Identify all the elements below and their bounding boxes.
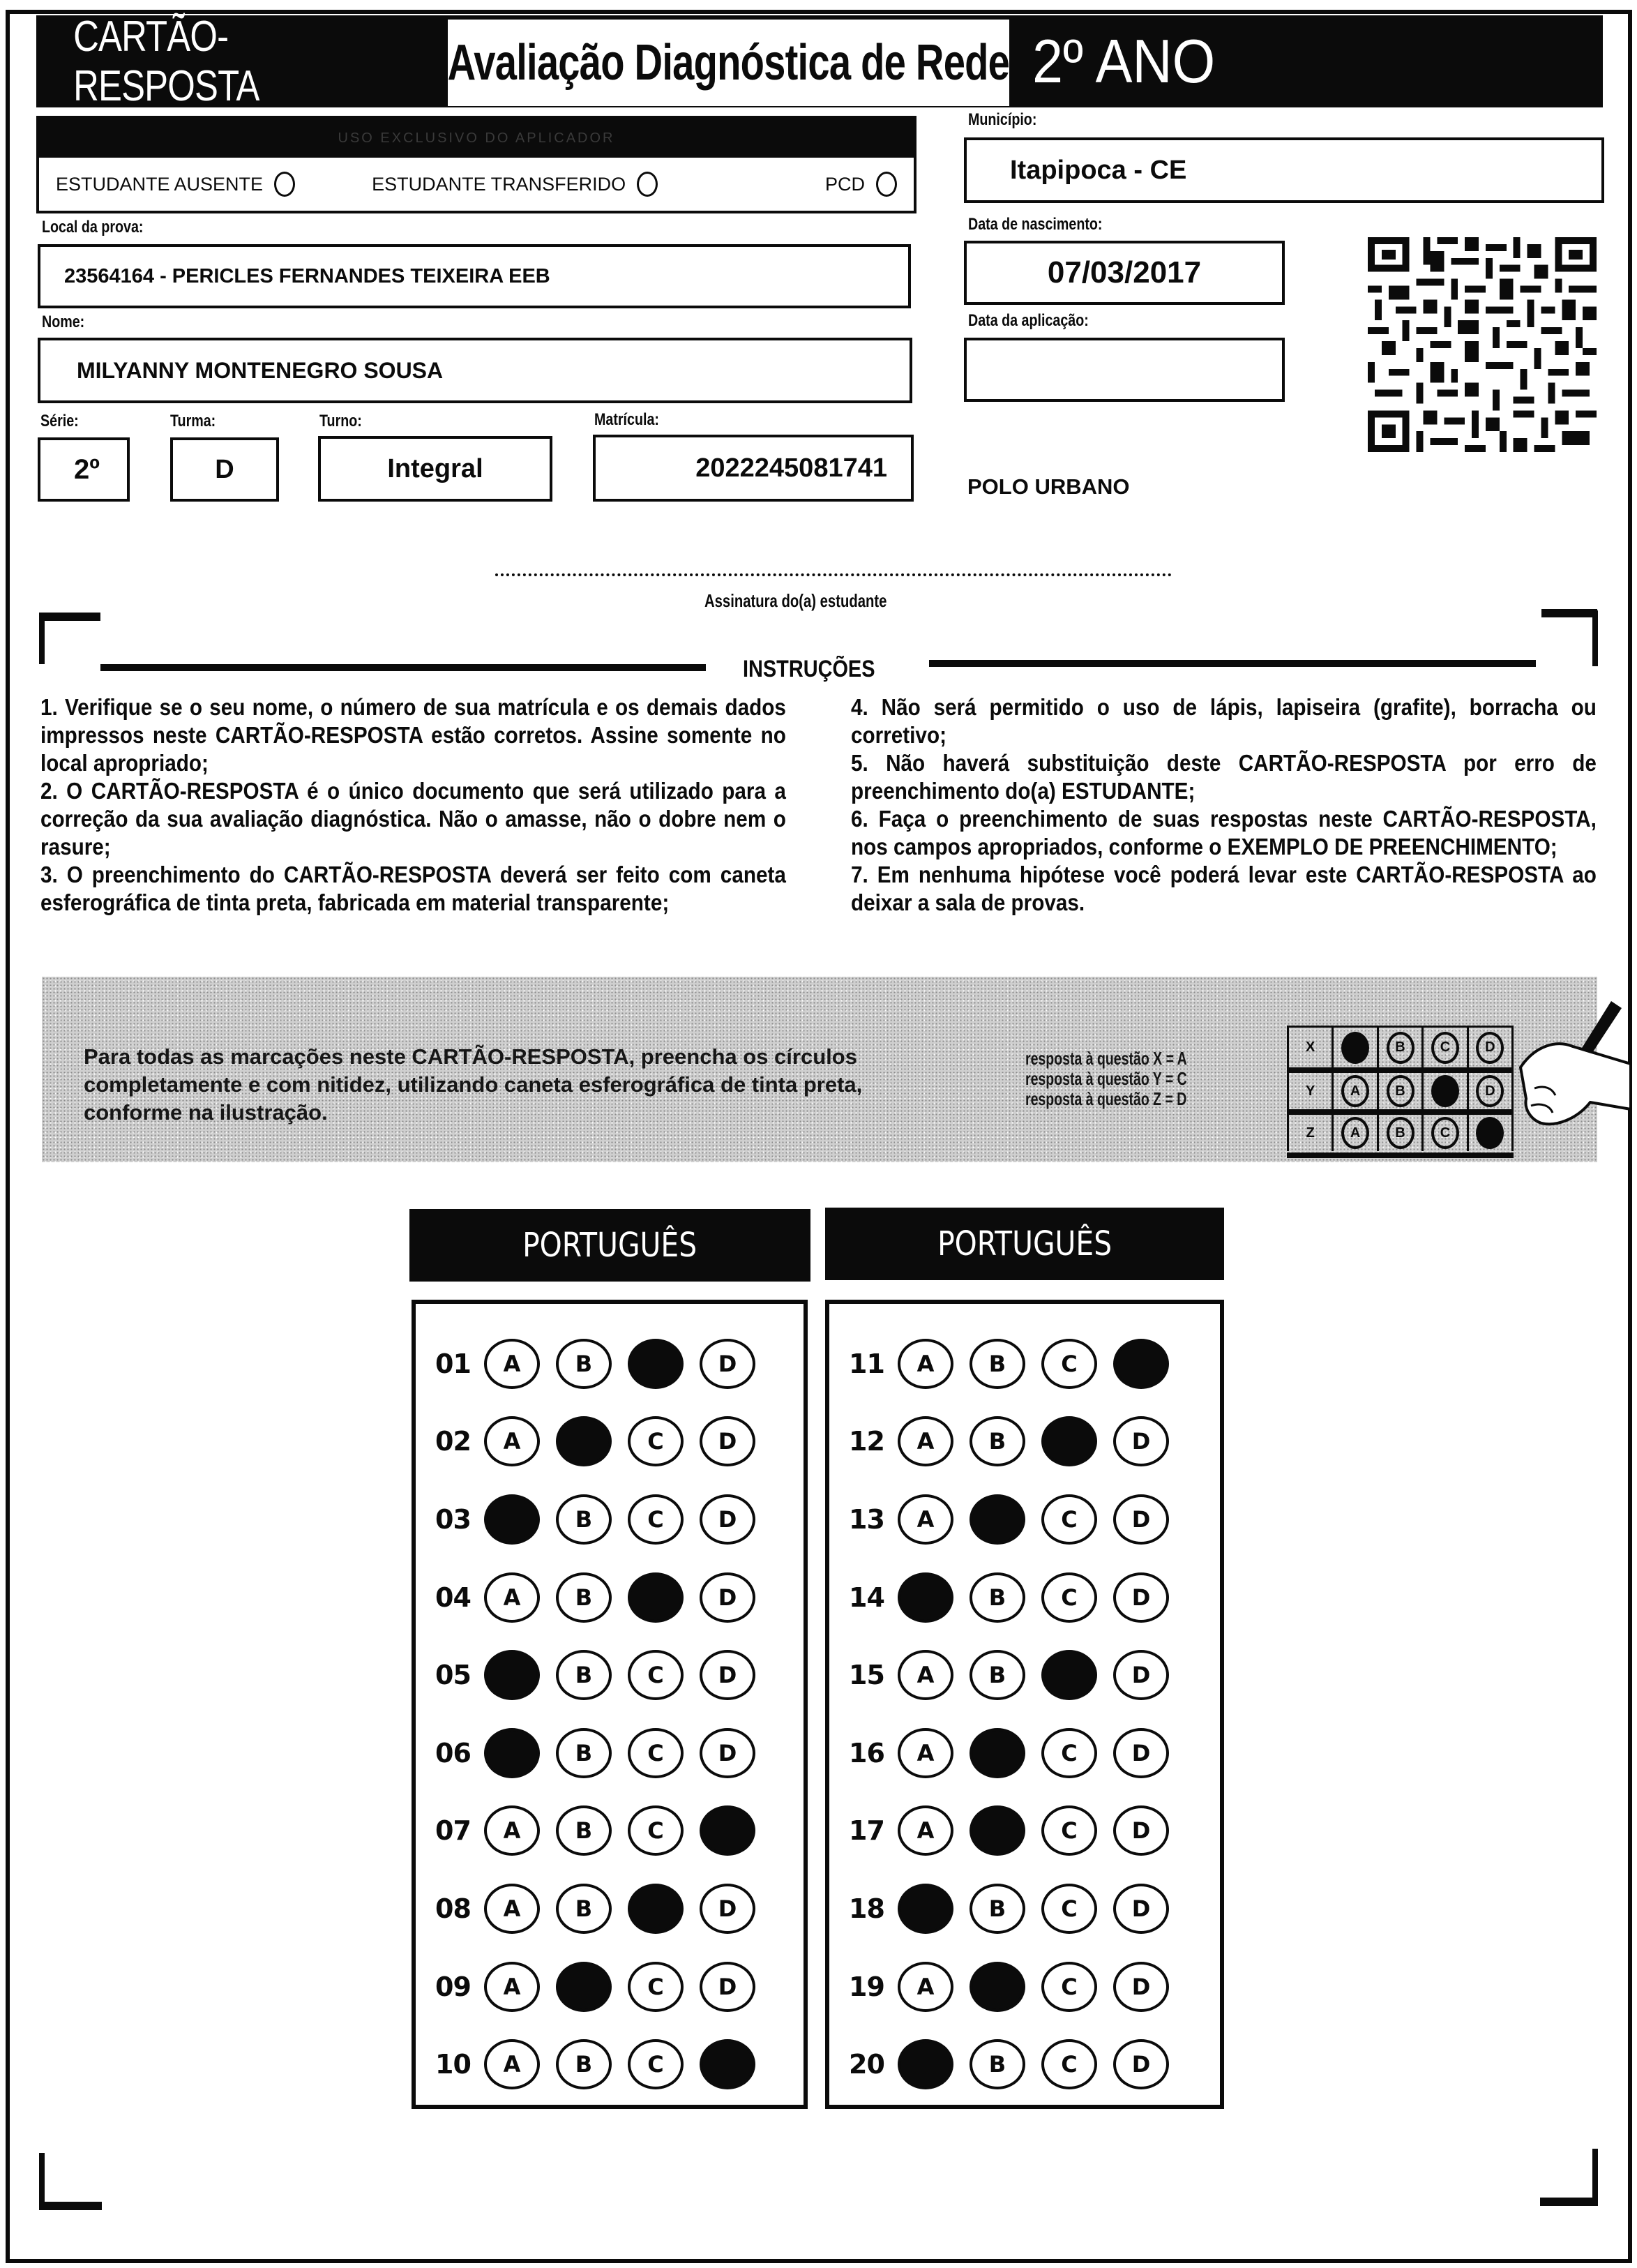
answer-bubble[interactable]: A	[484, 1884, 540, 1934]
birthdate-label: Data de nascimento:	[968, 215, 1103, 234]
answer-bubble[interactable]: C	[628, 1728, 684, 1778]
answer-bubble[interactable]: A	[898, 1805, 953, 1856]
answer-bubble[interactable]: A	[898, 1728, 953, 1778]
example-bubble-filled	[1341, 1032, 1369, 1064]
shift-field[interactable]: Integral	[318, 436, 552, 502]
answer-bubble-filled[interactable]	[628, 1572, 684, 1623]
answer-bubble[interactable]: B	[970, 1884, 1025, 1934]
answer-bubble[interactable]: C	[1041, 2039, 1097, 2089]
answer-bubble[interactable]: C	[628, 1416, 684, 1466]
registration-field[interactable]: 2022245081741	[593, 435, 914, 502]
answer-bubble[interactable]: A	[898, 1650, 953, 1700]
answer-row	[416, 1870, 804, 1948]
class-label: Turma:	[170, 412, 216, 430]
grade-label: 2º ANO	[1032, 27, 1216, 96]
answer-grid-2	[825, 1300, 1224, 2109]
answer-row	[829, 1325, 1220, 1403]
answer-bubble-filled[interactable]	[556, 1962, 612, 2012]
answer-bubble[interactable]: D	[700, 1494, 755, 1545]
answer-bubble-filled[interactable]	[484, 1494, 540, 1545]
corner-mark-top-left-h	[39, 613, 100, 621]
question-number: 03	[435, 1503, 471, 1535]
instruction-item: 2. O CARTÃO-RESPOSTA é o único documento que será utilizado para a correção da sua avaliação diagnóstica. Não o amasse, não o dobre nem o rasure;	[40, 778, 786, 859]
answer-bubble[interactable]: B	[970, 2039, 1025, 2089]
answer-bubble[interactable]: D	[700, 1884, 755, 1934]
grade-field-label: Série:	[40, 412, 79, 430]
answer-row	[829, 1636, 1220, 1714]
answer-bubble[interactable]: D	[1113, 1650, 1169, 1700]
application-date-label: Data da aplicação:	[968, 311, 1089, 330]
qr-code-icon	[1367, 237, 1597, 452]
applicator-band: USO EXCLUSIVO DO APLICADOR	[39, 119, 914, 158]
birthdate-field[interactable]: 07/03/2017	[964, 241, 1285, 305]
answer-bubble[interactable]: C	[1041, 1728, 1097, 1778]
answer-bubble[interactable]: D	[700, 1650, 755, 1700]
answer-bubble[interactable]: A	[484, 1805, 540, 1856]
instructions-left-column	[40, 693, 787, 917]
exam-name: Avaliação Diagnóstica de Rede	[447, 35, 1010, 91]
instructions-title: INSTRUÇÕES	[743, 656, 875, 682]
answer-row	[829, 1714, 1220, 1792]
exam-location-field[interactable]: 23564164 - PERICLES FERNANDES TEIXEIRA EEB	[38, 244, 911, 308]
answer-bubble-filled[interactable]	[1041, 1416, 1097, 1466]
option-transferred[interactable]: ESTUDANTE TRANSFERIDO	[372, 172, 658, 197]
answer-bubble[interactable]: B	[970, 1339, 1025, 1389]
sheet-title: CARTÃO-RESPOSTA	[73, 13, 259, 110]
hand-with-pen-icon	[1507, 998, 1632, 1137]
answer-row	[829, 1403, 1220, 1481]
instruction-item: 4. Não será permitido o uso de lápis, lapiseira (grafite), borracha ou corretivo;	[851, 694, 1597, 748]
answer-bubble[interactable]: C	[628, 1962, 684, 2012]
subject-header-1: PORTUGUÊS	[409, 1209, 810, 1282]
example-row-x: X B C D	[1287, 1026, 1514, 1067]
absent-radio[interactable]	[274, 172, 295, 197]
answer-bubble[interactable]: C	[1041, 1572, 1097, 1623]
answer-row	[829, 2025, 1220, 2103]
answer-bubble[interactable]: C	[628, 2039, 684, 2089]
answer-bubble[interactable]: C	[628, 1805, 684, 1856]
answer-bubble[interactable]: C	[1041, 1884, 1097, 1934]
corner-mark-top-left	[39, 614, 45, 664]
answer-row	[416, 1636, 804, 1714]
answer-bubble-filled[interactable]	[898, 1572, 953, 1623]
answer-bubble[interactable]: A	[484, 1339, 540, 1389]
instructions-rule-left	[100, 664, 706, 671]
question-number: 09	[435, 1971, 471, 2002]
question-number: 02	[435, 1426, 471, 1457]
exam-name-box	[448, 20, 1009, 106]
example-row-z: Z A B C	[1287, 1109, 1514, 1151]
answer-bubble[interactable]: D	[1113, 1884, 1169, 1934]
question-number: 06	[435, 1737, 471, 1768]
answer-bubble-filled[interactable]	[970, 1494, 1025, 1545]
answer-bubble[interactable]: D	[1113, 1805, 1169, 1856]
answer-bubble[interactable]: C	[1041, 1962, 1097, 2012]
fill-example-legend: resposta à questão X = A resposta à questão Y = C resposta à questão Z = D	[1025, 1048, 1187, 1109]
answer-bubble[interactable]: D	[700, 1339, 755, 1389]
answer-bubble-filled[interactable]	[700, 2039, 755, 2089]
answer-bubble[interactable]: A	[484, 1572, 540, 1623]
answer-bubble-filled[interactable]	[898, 1884, 953, 1934]
question-number: 17	[849, 1815, 884, 1847]
pcd-radio[interactable]	[876, 172, 897, 197]
answer-bubble[interactable]: B	[556, 2039, 612, 2089]
answer-row	[416, 1403, 804, 1481]
answer-bubble[interactable]: B	[556, 1728, 612, 1778]
answer-bubble-filled[interactable]	[484, 1650, 540, 1700]
registration-label: Matrícula:	[594, 410, 659, 429]
question-number: 15	[849, 1660, 884, 1691]
municipio-label: Município:	[968, 110, 1037, 129]
question-number: 16	[849, 1737, 884, 1768]
answer-bubble[interactable]: A	[484, 1416, 540, 1466]
municipio-field[interactable]: Itapipoca - CE	[964, 137, 1604, 203]
answer-bubble-filled[interactable]	[484, 1728, 540, 1778]
answer-bubble[interactable]: D	[700, 1962, 755, 2012]
answer-bubble-filled[interactable]	[700, 1805, 755, 1856]
instruction-item: 5. Não haverá substituição deste CARTÃO-RESPOSTA por erro de preenchimento do(a) ESTUDANTE;	[851, 750, 1597, 804]
answer-bubble-filled[interactable]	[970, 1728, 1025, 1778]
answer-bubble-filled[interactable]	[898, 2039, 953, 2089]
answer-bubble-filled[interactable]	[1041, 1650, 1097, 1700]
signature-line[interactable]	[495, 573, 1172, 576]
answer-row	[416, 1559, 804, 1637]
corner-mark-bottom-left-h	[39, 2202, 102, 2210]
answer-row	[416, 1948, 804, 2026]
answer-bubble[interactable]: A	[484, 2039, 540, 2089]
answer-row	[416, 1714, 804, 1792]
question-number: 14	[849, 1582, 884, 1613]
answer-bubble[interactable]: D	[700, 1728, 755, 1778]
answer-row	[829, 1480, 1220, 1559]
answer-row	[416, 1325, 804, 1403]
question-number: 18	[849, 1893, 884, 1924]
question-number: 05	[435, 1660, 471, 1691]
answer-bubble[interactable]: A	[898, 1962, 953, 2012]
instruction-item: 3. O preenchimento do CARTÃO-RESPOSTA deverá ser feito com caneta esferográfica de tinta preta, fabricada em material transparente;	[40, 862, 786, 915]
answer-bubble[interactable]: D	[1113, 2039, 1169, 2089]
answer-row	[829, 1948, 1220, 2026]
answer-row	[829, 1792, 1220, 1870]
answer-bubble[interactable]: B	[556, 1339, 612, 1389]
name-field[interactable]: MILYANNY MONTENEGRO SOUSA	[38, 338, 912, 403]
instructions-right-column	[851, 693, 1597, 917]
shift-label: Turno:	[319, 412, 362, 430]
answer-bubble-filled[interactable]	[556, 1416, 612, 1466]
instruction-item: 6. Faça o preenchimento de suas respostas neste CARTÃO-RESPOSTA, nos campos apropriados, conforme o EXEMPLO DE PREENCHIMENTO;	[851, 806, 1597, 859]
answer-bubble-filled[interactable]	[628, 1339, 684, 1389]
answer-row	[829, 1870, 1220, 1948]
answer-bubble[interactable]: B	[556, 1805, 612, 1856]
corner-mark-top-right	[1592, 610, 1598, 666]
applicator-box	[36, 116, 916, 213]
answer-bubble[interactable]: A	[484, 1962, 540, 2012]
answer-bubble-filled[interactable]	[628, 1884, 684, 1934]
answer-row	[416, 1480, 804, 1559]
answer-bubble[interactable]: B	[556, 1494, 612, 1545]
answer-bubble[interactable]: D	[1113, 1416, 1169, 1466]
application-date-field[interactable]	[964, 338, 1285, 402]
question-number: 19	[849, 1971, 884, 2002]
answer-bubble[interactable]: A	[898, 1416, 953, 1466]
example-row-y: Y A B D	[1287, 1067, 1514, 1109]
answer-bubble-filled[interactable]	[970, 1962, 1025, 2012]
class-field[interactable]: D	[170, 437, 279, 502]
answer-bubble[interactable]: D	[700, 1416, 755, 1466]
subject-header-2: PORTUGUÊS	[825, 1208, 1224, 1280]
answer-bubble[interactable]: D	[1113, 1494, 1169, 1545]
grade-field[interactable]: 2º	[38, 437, 130, 502]
question-number: 04	[435, 1582, 471, 1613]
answer-bubble[interactable]: D	[700, 1572, 755, 1623]
answer-bubble[interactable]: B	[556, 1650, 612, 1700]
answer-bubble-filled[interactable]	[1113, 1339, 1169, 1389]
answer-bubble[interactable]: C	[1041, 1494, 1097, 1545]
answer-bubble[interactable]: C	[1041, 1339, 1097, 1389]
answer-bubble[interactable]: B	[556, 1572, 612, 1623]
instruction-item: 1. Verifique se o seu nome, o número de sua matrícula e os demais dados impressos neste CARTÃO-RESPOSTA estão corretos. Assine somente no local apropriado;	[40, 694, 786, 776]
instruction-item: 7. Em nenhuma hipótese você poderá levar este CARTÃO-RESPOSTA ao deixar a sala de provas.	[851, 862, 1597, 915]
corner-mark-bottom-right-h	[1540, 2198, 1597, 2206]
answer-bubble[interactable]: B	[970, 1650, 1025, 1700]
answer-row	[416, 1792, 804, 1870]
answer-bubble[interactable]: A	[898, 1339, 953, 1389]
answer-bubble-filled[interactable]	[970, 1805, 1025, 1856]
question-number: 08	[435, 1893, 471, 1924]
fill-example-text: Para todas as marcações neste CARTÃO-RESPOSTA, preencha os círculos completamente e com nitidez, utilizando caneta esferográfica de tinta preta, conforme na ilustração.	[84, 1044, 863, 1125]
answer-bubble[interactable]: D	[1113, 1962, 1169, 2012]
instructions-rule-right	[929, 660, 1536, 667]
answer-bubble[interactable]: C	[628, 1494, 684, 1545]
answer-bubble[interactable]: B	[970, 1572, 1025, 1623]
answer-row	[416, 2025, 804, 2103]
exam-location-label: Local da prova:	[42, 218, 144, 236]
question-number: 13	[849, 1503, 884, 1535]
question-number: 07	[435, 1815, 471, 1847]
answer-bubble[interactable]: A	[898, 1494, 953, 1545]
question-number: 10	[435, 2049, 471, 2080]
answer-bubble[interactable]: B	[970, 1416, 1025, 1466]
corner-mark-top-right-h	[1541, 609, 1597, 617]
signature-label: Assinatura do(a) estudante	[704, 590, 887, 611]
answer-bubble[interactable]: B	[556, 1884, 612, 1934]
question-number: 12	[849, 1426, 884, 1457]
answer-bubble[interactable]: D	[1113, 1728, 1169, 1778]
transferred-radio[interactable]	[637, 172, 658, 197]
option-pcd[interactable]: PCD	[825, 172, 897, 197]
corner-mark-bottom-left	[39, 2153, 45, 2209]
answer-row	[829, 1559, 1220, 1637]
name-label: Nome:	[42, 313, 85, 331]
answer-bubble[interactable]: D	[1113, 1572, 1169, 1623]
option-absent[interactable]: ESTUDANTE AUSENTE	[56, 172, 295, 197]
question-number: 11	[849, 1348, 884, 1379]
example-bubble-filled	[1431, 1075, 1459, 1107]
fill-example-banner	[42, 977, 1597, 1162]
example-bubble-filled	[1476, 1117, 1504, 1149]
question-number: 01	[435, 1348, 471, 1379]
answer-grid-1	[412, 1300, 808, 2109]
answer-bubble[interactable]: C	[1041, 1805, 1097, 1856]
answer-bubble[interactable]: C	[628, 1650, 684, 1700]
question-number: 20	[849, 2049, 884, 2080]
fill-example-grid	[1287, 1026, 1514, 1158]
polo-label: POLO URBANO	[967, 474, 1130, 499]
